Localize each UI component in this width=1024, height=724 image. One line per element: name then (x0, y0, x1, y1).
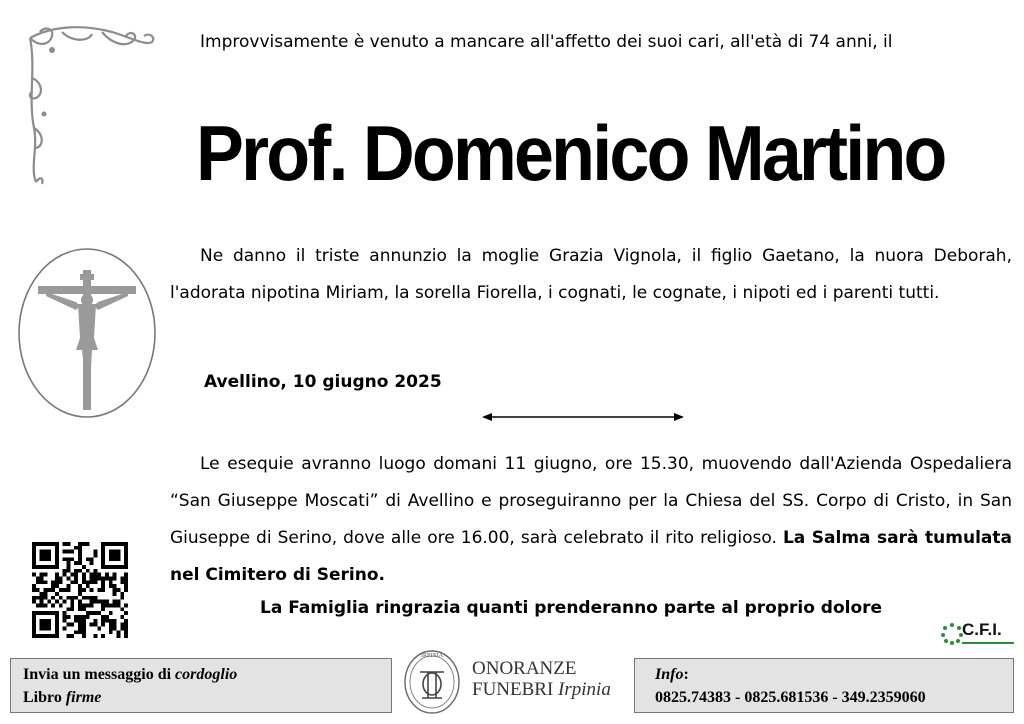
corner-ornament-icon (22, 18, 158, 186)
burial-note: La Salma sarà tumulata nel Cimitero di Serino. (170, 528, 1012, 585)
double-arrow-divider (480, 409, 686, 425)
guestbook-italic: firme (65, 689, 102, 706)
company-line1: ONORANZE (472, 658, 577, 679)
condolence-link[interactable] (23, 663, 379, 686)
cfi-logo-text: C.F.I. (962, 620, 1002, 639)
info-label: Info (655, 666, 684, 683)
phone-numbers[interactable]: 0825.74383 - 0825.681536 - 349.2359060 (655, 689, 926, 706)
announcement-paragraph: Ne danno il triste annunzio la moglie Grazia Vignola, il figlio Gaetano, la nuora Deborah, l'adorata nipotina Miriam, la sorella Fiorella, i cognati, le cognate, i nipoti ed i parenti tutti. (170, 246, 1012, 303)
guestbook-label: Libro (23, 689, 62, 706)
funeral-home-name (472, 658, 611, 700)
crucifix-icon (16, 246, 158, 420)
funeral-home-logo-icon (402, 646, 462, 716)
date-line: Avellino, 10 giugno 2025 (204, 372, 442, 392)
condolence-label: Invia un messaggio di (23, 666, 172, 683)
qr-code-icon[interactable] (32, 542, 128, 638)
deceased-name: Prof. Domenico Martino (196, 109, 945, 197)
company-line2 (472, 679, 611, 700)
family-thanks: La Famiglia ringrazia quanti prenderanno parte al proprio dolore (260, 598, 883, 618)
funeral-paragraph (170, 446, 1012, 594)
guestbook-link[interactable] (23, 686, 379, 709)
condolence-box[interactable] (10, 658, 392, 713)
cfi-logo-icon (940, 618, 1016, 652)
condolence-italic: cordoglio (175, 666, 238, 683)
funeral-details: Le esequie avranno luogo domani 11 giugno, ore 15.30, muovendo dall'Azienda Ospedaliera “San Giuseppe Moscati” di Avellino e proseguiranno per la Chiesa del SS. Corpo di Cristo, in San Giuseppe di Serino, dove alle ore 16.00, sarà celebrato il rito religioso. (170, 454, 1012, 548)
logo-arc-text: IRPINIA (421, 653, 443, 659)
company-line2-prefix: FUNEBRI (472, 679, 554, 700)
intro-text: Improvvisamente è venuto a mancare all'affetto dei suoi cari, all'età di 74 anni, il (200, 32, 893, 52)
company-line2-italic: Irpinia (558, 679, 611, 700)
info-box: Info: 0825.74383 - 0825.681536 - 349.2359060 (634, 658, 1014, 713)
